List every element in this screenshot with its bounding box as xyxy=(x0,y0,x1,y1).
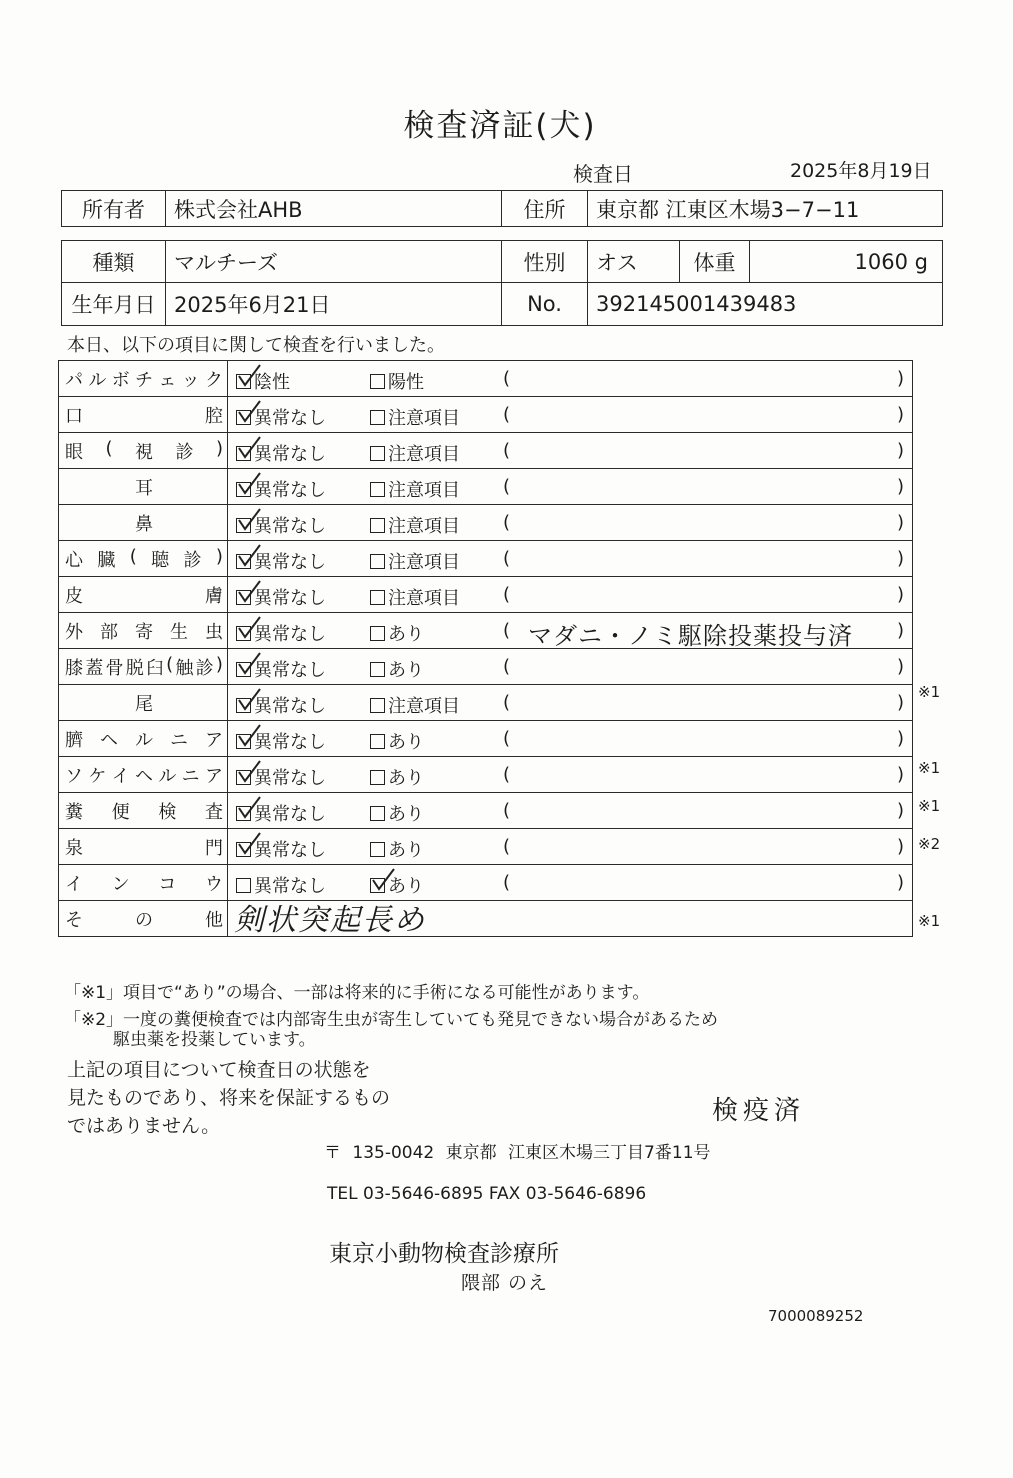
paren-close: ) xyxy=(896,476,904,497)
paren-open: ( xyxy=(503,836,511,857)
paren-close: ) xyxy=(896,764,904,785)
option-normal xyxy=(236,584,326,610)
quarantine-stamp: 検疫済 xyxy=(712,1096,806,1126)
check-options-cell xyxy=(228,397,913,433)
check-options-cell xyxy=(228,829,913,865)
footnote-marker: ※1 xyxy=(918,911,941,930)
option-normal xyxy=(236,692,326,718)
option-normal xyxy=(236,800,326,826)
option-alert xyxy=(370,584,460,610)
option-alert xyxy=(370,800,424,826)
check-mark-icon xyxy=(236,724,262,748)
footnote-2-continued: 駆虫薬を投薬しています。 xyxy=(113,1030,316,1050)
check-label-cell xyxy=(59,361,228,397)
serial-number: 7000089252 xyxy=(768,1307,864,1325)
check-mark-icon xyxy=(236,580,262,604)
option-normal-label: 異常なし xyxy=(254,732,326,753)
option-alert xyxy=(370,656,424,682)
checkbox-alert[interactable] xyxy=(370,374,385,389)
option-normal xyxy=(236,620,326,646)
checkbox-alert[interactable] xyxy=(370,410,385,425)
check-label-cell xyxy=(59,433,228,469)
option-normal xyxy=(236,836,326,862)
option-normal-label: 異常なし xyxy=(254,768,326,789)
check-mark-icon xyxy=(236,796,262,820)
paren-open: ( xyxy=(503,800,511,821)
option-alert-label: 注意項目 xyxy=(388,408,460,429)
footnote-1: 「※1」項目で“あり”の場合、一部は将来的に手術になる可能性があります。 xyxy=(64,983,650,1003)
check-label-cell xyxy=(59,685,228,721)
check-row xyxy=(59,649,913,685)
checks-table xyxy=(58,360,913,937)
clinic-phone: TEL 03-5646-6895 FAX 03-5646-6896 xyxy=(327,1184,647,1204)
option-normal xyxy=(236,404,326,430)
check-label: 外 部 寄 生 虫 xyxy=(65,621,223,643)
check-label-cell xyxy=(59,865,228,901)
check-options-cell xyxy=(228,685,913,721)
other-handwritten: 剣状突起長め xyxy=(234,903,426,938)
option-normal xyxy=(236,440,326,466)
paren-close: ) xyxy=(896,800,904,821)
paren-open: ( xyxy=(503,656,511,677)
checkbox-alert[interactable] xyxy=(370,590,385,605)
paren-open: ( xyxy=(503,692,511,713)
check-label: 耳 xyxy=(135,477,153,499)
paren-open: ( xyxy=(503,584,511,605)
breed-label: 種類 xyxy=(62,241,166,283)
checkbox-normal[interactable] xyxy=(236,698,251,713)
checkbox-alert[interactable] xyxy=(370,734,385,749)
check-label: 眼 ( 視 診 ) xyxy=(65,437,223,463)
paren-close: ) xyxy=(896,836,904,857)
checkbox-normal[interactable] xyxy=(236,806,251,821)
disclaimer xyxy=(67,1056,390,1140)
animal-table xyxy=(61,240,943,326)
option-alert xyxy=(370,764,424,790)
check-mark-icon xyxy=(236,436,262,460)
address-label: 住所 xyxy=(502,191,588,227)
checkbox-normal[interactable] xyxy=(236,842,251,857)
intro-text: 本日、以下の項目に関して検査を行いました。 xyxy=(67,335,445,356)
option-alert xyxy=(370,404,460,430)
birth-value: 2025年6月21日 xyxy=(166,283,502,326)
paren-open: ( xyxy=(503,728,511,749)
paren-open: ( xyxy=(503,404,511,425)
owner-table xyxy=(61,190,943,227)
checkbox-normal[interactable] xyxy=(236,626,251,641)
no-label: No. xyxy=(502,283,588,326)
option-normal xyxy=(236,728,326,754)
other-label-cell xyxy=(59,901,228,937)
paren-open: ( xyxy=(503,512,511,533)
check-label-cell xyxy=(59,577,228,613)
paren-close: ) xyxy=(896,404,904,425)
option-normal xyxy=(236,548,326,574)
check-options-cell xyxy=(228,469,913,505)
checkbox-normal[interactable] xyxy=(236,410,251,425)
checkbox-normal[interactable] xyxy=(236,770,251,785)
option-alert-label: あり xyxy=(388,876,424,897)
checkbox-normal[interactable] xyxy=(236,518,251,533)
checkbox-alert[interactable] xyxy=(370,446,385,461)
checkbox-alert[interactable] xyxy=(370,626,385,641)
option-normal-label: 異常なし xyxy=(254,552,326,573)
paren-close: ) xyxy=(896,692,904,713)
paren-open: ( xyxy=(503,872,511,893)
check-label-cell xyxy=(59,505,228,541)
check-options-cell xyxy=(228,505,913,541)
check-label: パ ル ボ チ ェ ッ ク xyxy=(65,369,223,391)
checkbox-normal[interactable] xyxy=(236,554,251,569)
check-mark-icon xyxy=(370,868,396,892)
check-label: 糞 便 検 査 xyxy=(65,801,223,823)
no-value: 392145001439483 xyxy=(588,283,943,326)
page-title: 検査済証(犬) xyxy=(403,108,597,144)
other-label: そ の 他 xyxy=(65,909,223,931)
check-row xyxy=(59,361,913,397)
checkbox-alert[interactable] xyxy=(370,806,385,821)
check-row xyxy=(59,793,913,829)
check-label-cell xyxy=(59,469,228,505)
option-alert xyxy=(370,728,424,754)
option-normal-label: 異常なし xyxy=(254,660,326,681)
check-label: 尾 xyxy=(135,693,153,715)
check-label: 心 臓 ( 聴 診 ) xyxy=(65,545,223,571)
check-label: 膝 蓋 骨 脱 臼 ( 触 診 ) xyxy=(65,653,223,679)
check-label: 臍 ヘ ル ニ ア xyxy=(65,729,223,751)
check-mark-icon xyxy=(236,400,262,424)
check-mark-icon xyxy=(236,508,262,532)
check-options-cell xyxy=(228,433,913,469)
clinic-name: 東京小動物検査診療所 xyxy=(329,1241,559,1267)
inspection-date-label: 検査日 xyxy=(573,162,633,186)
checkbox-alert[interactable] xyxy=(370,698,385,713)
checkbox-alert[interactable] xyxy=(370,518,385,533)
option-normal-label: 異常なし xyxy=(254,408,326,429)
checkbox-normal[interactable] xyxy=(236,374,251,389)
option-normal-label: 異常なし xyxy=(254,840,326,861)
footnote-marker: ※1 xyxy=(918,797,941,816)
paren-close: ) xyxy=(896,728,904,749)
check-row xyxy=(59,865,913,901)
option-alert-label: 注意項目 xyxy=(388,696,460,717)
option-alert xyxy=(370,548,460,574)
paren-close: ) xyxy=(896,368,904,389)
disclaimer-line-3: ではありません。 xyxy=(67,1115,221,1137)
check-options-cell xyxy=(228,757,913,793)
paren-close: ) xyxy=(896,584,904,605)
check-options-cell xyxy=(228,793,913,829)
option-alert-label: あり xyxy=(388,660,424,681)
option-normal-label: 異常なし xyxy=(254,876,326,897)
check-row xyxy=(59,577,913,613)
paren-open: ( xyxy=(503,764,511,785)
check-mark-icon xyxy=(236,832,262,856)
option-alert xyxy=(370,620,424,646)
option-normal-label: 異常なし xyxy=(254,480,326,501)
checkbox-alert[interactable] xyxy=(370,842,385,857)
paren-close: ) xyxy=(896,440,904,461)
breed-value: マルチーズ xyxy=(166,241,502,283)
doctor-name: 隈部 のえ xyxy=(461,1272,549,1294)
check-label-cell xyxy=(59,541,228,577)
check-options-cell xyxy=(228,541,913,577)
checkbox-normal[interactable] xyxy=(236,734,251,749)
disclaimer-line-2: 見たものであり、将来を保証するもの xyxy=(67,1087,391,1109)
checkbox-alert[interactable] xyxy=(370,662,385,677)
option-alert-label: あり xyxy=(388,804,424,825)
clinic-address: 〒 135-0042 東京都 江東区木場三丁目7番11号 xyxy=(324,1143,711,1163)
other-value-cell xyxy=(228,901,913,937)
check-row xyxy=(59,469,913,505)
option-alert xyxy=(370,368,424,394)
paren-open: ( xyxy=(503,368,511,389)
paren-open: ( xyxy=(503,440,511,461)
option-alert-label: あり xyxy=(388,624,424,645)
paren-open: ( xyxy=(503,620,511,641)
option-alert-label: 注意項目 xyxy=(388,480,460,501)
paren-open: ( xyxy=(503,476,511,497)
owner-value: 株式会社AHB xyxy=(166,191,502,227)
option-normal-label: 異常なし xyxy=(254,588,326,609)
check-mark-icon xyxy=(236,652,262,676)
footnote-marker: ※1 xyxy=(918,759,941,777)
birth-label: 生年月日 xyxy=(62,283,166,326)
footnote-marker: ※1 xyxy=(918,682,941,701)
option-alert xyxy=(370,476,460,502)
checkbox-normal[interactable] xyxy=(236,482,251,497)
check-options-cell xyxy=(228,649,913,685)
option-alert xyxy=(370,512,460,538)
check-label: 皮 膚 xyxy=(65,585,223,607)
check-note: マダニ・ノミ駆除投薬投与済 xyxy=(528,622,853,650)
checkbox-alert[interactable] xyxy=(370,482,385,497)
checkbox-normal[interactable] xyxy=(236,878,251,893)
option-normal xyxy=(236,764,326,790)
disclaimer-line-1: 上記の項目について検査日の状態を xyxy=(67,1059,371,1081)
check-label: 口 腔 xyxy=(65,405,223,427)
checkbox-alert[interactable] xyxy=(370,878,385,893)
sex-value: オス xyxy=(588,241,680,283)
option-normal-label: 異常なし xyxy=(254,516,326,537)
weight-label: 体重 xyxy=(680,241,750,283)
option-alert-label: 注意項目 xyxy=(388,516,460,537)
paren-close: ) xyxy=(896,548,904,569)
option-alert-label: あり xyxy=(388,840,424,861)
option-alert-label: 陽性 xyxy=(388,372,424,393)
check-options-cell xyxy=(228,361,913,397)
check-row xyxy=(59,829,913,865)
address-value: 東京都 江東区木場3−7−11 xyxy=(588,191,943,227)
footnote-2: 「※2」一度の糞便検査では内部寄生虫が寄生していても発見できない場合があるため xyxy=(64,1010,719,1030)
check-row xyxy=(59,757,913,793)
check-label-cell xyxy=(59,397,228,433)
check-mark-icon xyxy=(236,616,262,640)
sex-label: 性別 xyxy=(502,241,588,283)
option-alert xyxy=(370,440,460,466)
check-mark-icon xyxy=(236,364,262,388)
check-options-cell xyxy=(228,577,913,613)
option-normal-label: 異常なし xyxy=(254,624,326,645)
option-alert-label: 注意項目 xyxy=(388,444,460,465)
check-label-cell xyxy=(59,649,228,685)
option-alert xyxy=(370,836,424,862)
check-label-cell xyxy=(59,721,228,757)
check-label: 泉 門 xyxy=(65,837,223,859)
inspection-date-value: 2025年8月19日 xyxy=(790,160,932,182)
check-row xyxy=(59,397,913,433)
option-alert-label: 注意項目 xyxy=(388,588,460,609)
checkbox-alert[interactable] xyxy=(370,554,385,569)
check-label: 鼻 xyxy=(135,513,153,535)
option-normal-label: 異常なし xyxy=(254,696,326,717)
check-row xyxy=(59,433,913,469)
option-normal-label: 陰性 xyxy=(254,372,290,393)
check-row xyxy=(59,685,913,721)
check-mark-icon xyxy=(236,472,262,496)
paren-close: ) xyxy=(896,872,904,893)
option-normal-label: 異常なし xyxy=(254,804,326,825)
paren-close: ) xyxy=(896,656,904,677)
check-label-cell xyxy=(59,793,228,829)
check-label-cell xyxy=(59,757,228,793)
footnote-marker: ※2 xyxy=(918,835,941,854)
check-row xyxy=(59,613,913,649)
option-alert-label: あり xyxy=(388,732,424,753)
weight-value: 1060 g xyxy=(750,241,943,283)
checkbox-normal[interactable] xyxy=(236,590,251,605)
paren-open: ( xyxy=(503,548,511,569)
option-normal xyxy=(236,656,326,682)
check-label: ソ ケ イ ヘ ル ニ ア xyxy=(65,765,223,787)
check-mark-icon xyxy=(236,688,262,712)
check-label: イ ン コ ウ xyxy=(65,873,223,895)
option-normal-label: 異常なし xyxy=(254,444,326,465)
option-alert xyxy=(370,692,460,718)
checkbox-normal[interactable] xyxy=(236,662,251,677)
option-normal xyxy=(236,368,290,394)
check-row xyxy=(59,505,913,541)
check-row xyxy=(59,541,913,577)
option-normal xyxy=(236,476,326,502)
checkbox-normal[interactable] xyxy=(236,446,251,461)
option-alert-label: 注意項目 xyxy=(388,552,460,573)
option-normal xyxy=(236,512,326,538)
checkbox-alert[interactable] xyxy=(370,770,385,785)
check-options-cell xyxy=(228,613,913,649)
paren-close: ) xyxy=(896,512,904,533)
check-options-cell xyxy=(228,721,913,757)
option-alert-label: あり xyxy=(388,768,424,789)
paren-close: ) xyxy=(896,620,904,641)
check-label-cell xyxy=(59,613,228,649)
check-label-cell xyxy=(59,829,228,865)
check-mark-icon xyxy=(236,760,262,784)
owner-label: 所有者 xyxy=(62,191,166,227)
check-mark-icon xyxy=(236,544,262,568)
check-row xyxy=(59,721,913,757)
